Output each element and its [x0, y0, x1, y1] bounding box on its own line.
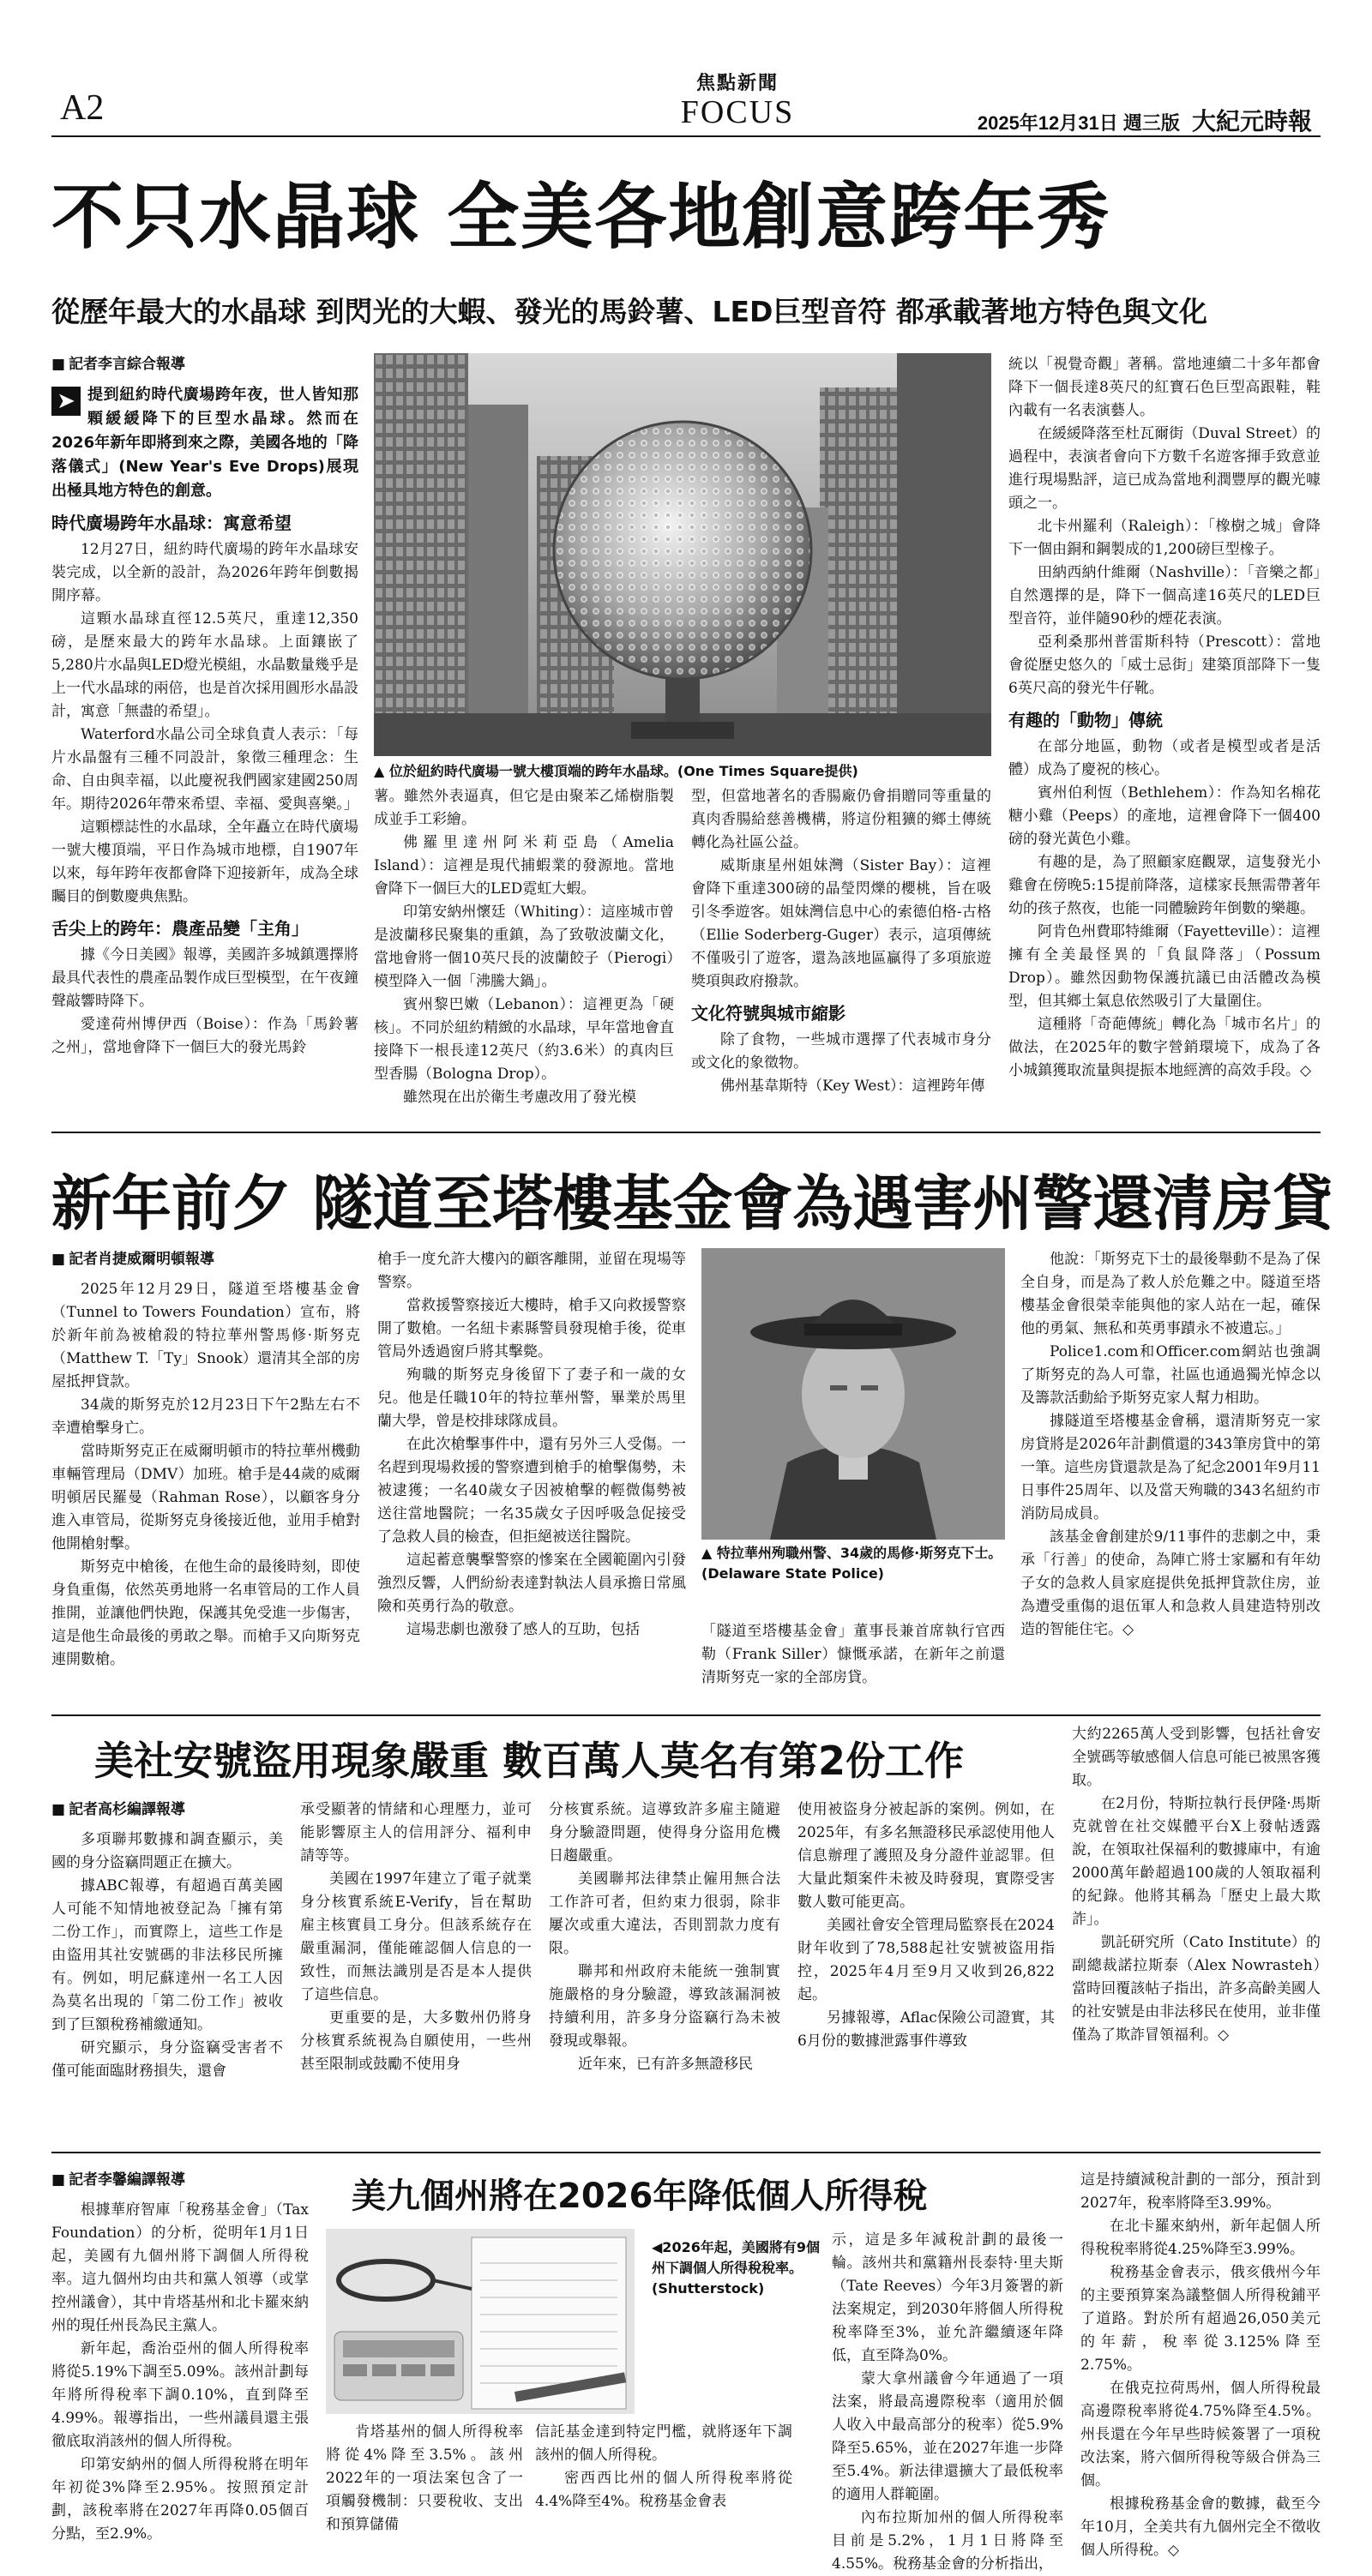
- story1-byline: ■ 記者李言綜合報導: [51, 353, 358, 376]
- paragraph: 田納西納什維爾（Nashville）：「音樂之都」自然選擇的是，降下一個高達16英尺的LED巨型音符，並伴隨90秒的煙花表演。: [1008, 564, 1321, 627]
- paragraph: 近年來，已有許多無證移民: [578, 2056, 753, 2073]
- paragraph: 在俄克拉荷馬州，個人所得稅最高邊際稅率將從4.75%降至4.5%。州長還在今年早些時候簽署了一項稅改法案，將六個所得稅等級合併為三個。: [1080, 2380, 1321, 2489]
- paragraph: 這是持續減稅計劃的一部分，預計到2027年，稅率將降至3.99%。: [1080, 2171, 1321, 2212]
- story4-photo-caption: ◀2026年起，美國將有9個州下調個人所得稅稅率。(Shutterstock): [652, 2239, 820, 2297]
- paragraph: 據隧道至塔樓基金會稱，還清斯努克一家房貸將是2026年計劃償還的343筆房貸中的第一筆。這些房貸還款是為了紀念2001年9月11日事件25周年、以及當天殉職的343名紐約市消防局成員。: [1020, 1413, 1321, 1522]
- paragraph: 這顆水晶球直徑12.5英尺，重達12,350磅，是歷來最大的跨年水晶球。上面鑲嵌了5,280片水晶與LED燈光模組，水晶數量幾乎是上一代水晶球的兩倍，也是首次採用圓形水晶設計，寓意「無盡的希望」。: [51, 610, 358, 720]
- paragraph: 這場悲劇也激發了感人的互助，包括: [406, 1621, 640, 1638]
- story4-column-3-body: [535, 2421, 792, 2513]
- story3-column-1: [51, 1798, 283, 2141]
- story4-column-2-body: [326, 2421, 523, 2537]
- dateline: [978, 103, 1312, 137]
- story3-byline: ■ 記者高杉編譯報導: [51, 1798, 283, 1822]
- story2-byline: ■ 記者肖捷威爾明頓報導: [51, 1248, 360, 1271]
- paragraph: 殉職的斯努克身後留下了妻子和一歲的女兒。他是任職10年的特拉華州警，畢業於馬里蘭大學，曾是校排球隊成員。: [377, 1366, 686, 1430]
- paragraph: 分核實系統。這導致許多雇主隨避身分驗證問題，使得身分盜用危機日趨嚴重。: [549, 1801, 780, 1864]
- section-heading: 舌尖上的跨年：農產品變「主角」: [51, 918, 309, 939]
- story3-column-4-body: [797, 1798, 1055, 2053]
- story3-column-5-body: [1072, 1723, 1321, 2047]
- story2-photo-caption: ▲ 特拉華州殉職州警、34歲的馬修·斯努克下士。(Delaware State Police): [701, 1545, 1002, 1582]
- story4-column-5: [1080, 2169, 1321, 2559]
- paragraph: 這起蓄意襲擊警察的慘案在全國範圍內引發強烈反響，人們紛紛表達對執法人員承擔日常風險和英勇行為的敬意。: [377, 1552, 686, 1615]
- paragraph: 凱託研究所（Cato Institute）的副總裁諾拉斯泰（Alex Nowrasteh）當時回覆該帖子指出，許多高齡美國人的社安號是由非法移民在使用，並非僅僅為了欺詐冒領福利。◇: [1072, 1934, 1321, 2044]
- trooper-portrait-photo: [701, 1248, 1005, 1540]
- story3-column-5: [1072, 1723, 1321, 2143]
- section-heading: 有趣的「動物」傳統: [1008, 710, 1163, 730]
- paragraph: 肯塔基州的個人所得稅率將從4%降至3.5%。該州2022年的一項法案包含了一項觸發機制：只要稅收、支出和預算儲備: [326, 2423, 523, 2533]
- story1-headline: 不只水晶球 全美各地創意跨年秀: [51, 175, 1111, 259]
- story3-column-4: [797, 1798, 1055, 2141]
- section-heading: 文化符號與城市縮影: [691, 1003, 845, 1024]
- paragraph: 賓州伯利恆（Bethlehem）：作為知名棉花糖小雞（Peeps）的產地，這裡會降下一個400磅的發光黃色小雞。: [1008, 784, 1321, 848]
- paragraph: 在緩緩降落至杜瓦爾街（Duval Street）的過程中，表演者會向下方數千名遊客揮手致意並進行現場點評，這已成為當地利潤豐厚的觀光噱頭之一。: [1008, 425, 1321, 512]
- story4-headline: 美九個州將在2026年降低個人所得稅: [352, 2177, 928, 2216]
- story3-column-2-body: [300, 1798, 532, 2076]
- story1-photo-caption: ▲ 位於紐約時代廣場一號大樓頂端的跨年水晶球。(One Times Square提供): [374, 763, 858, 779]
- paragraph: 當時斯努克正在威爾明頓市的特拉華州機動車輛管理局（DMV）加班。槍手是44歲的威爾明頓居民羅曼（Rahman Rose），以顧客身分進入車管局，從斯努克身後接近他，並用手槍對他開槍射擊。: [51, 1443, 360, 1552]
- paragraph: 亞利桑那州普雷斯科特（Prescott）：當地會從歷史悠久的「威士忌街」建築頂部降下一隻6英尺高的發光牛仔靴。: [1008, 633, 1321, 697]
- paragraph: 賓州黎巴嫩（Lebanon）：這裡更為「硬核」。不同於紐約精緻的水晶球，早年當地會直接降下一根長達12英尺（約3.6米）的真肉巨型香腸（Bologna Drop）。: [374, 996, 674, 1083]
- section-name-cn: 焦點新聞: [695, 73, 779, 94]
- paragraph: 據ABC報導，有超過百萬美國人可能不知情地被登記為「擁有第二份工作」，而實際上，這些工作是由盜用其社安號碼的非法移民所擁有。例如，明尼蘇達州一名工人因為莫名出現的「第二份工作」被收到了巨額稅務補繳通知。: [51, 1877, 283, 2033]
- paragraph: 他說：「斯努克下士的最後舉動不是為了保全自身，而是為了救人於危難之中。隧道至塔樓基金會很榮幸能與他的家人站在一起，確保他的勇氣、無私和英勇事蹟永不被遺忘。」: [1020, 1251, 1321, 1337]
- story3-column-2: [300, 1798, 532, 2141]
- paragraph: 除了食物，一些城市選擇了代表城市身分或文化的象徵物。: [691, 1031, 991, 1072]
- paragraph: 根據華府智庫「稅務基金會」（Tax Foundation）的分析，從明年1月1日起，美國有九個州將下調個人所得稅率。這九個州均由共和黨人領導（或掌控州議會），其中肯塔基州和北卡羅來納州的現任州長為民主黨人。: [51, 2201, 309, 2334]
- paragraph: 34歲的斯努克於12月23日下午2點左右不幸遭槍擊身亡。: [51, 1396, 360, 1437]
- paragraph: Waterford水晶公司全球負責人表示：「每片水晶盤有三種不同設計，象徵三種理念：生命、自由與幸福，以此慶祝我們國家建國250周年。期待2026年帶來希望、幸福、愛與喜樂。」: [51, 726, 358, 813]
- story1-lead: ➤ 提到紐約時代廣場跨年夜，世人皆知那顆緩緩降下的巨型水晶球。然而在2026年新年即將到來之際，美國各地的「降落儀式」(New Year's Eve Drops)展現出極具地方特色的創意。: [51, 386, 358, 500]
- paragraph: 據《今日美國》報導，美國許多城鎮選擇將最具代表性的農產品製作成巨型模型，在午夜鐘聲敲響時降下。: [51, 946, 358, 1010]
- story1-column-2-body: [374, 785, 674, 1109]
- story2-column-2: [377, 1248, 686, 1694]
- paragraph: 雖然現在出於衛生考慮改用了發光模: [403, 1089, 636, 1106]
- paragraph: 12月27日，紐約時代廣場的跨年水晶球安裝完成，以全新的設計，為2026年跨年倒數揭開序幕。: [51, 541, 358, 604]
- paragraph: 根據稅務基金會的數據，截至今年10月，全美共有九個州完全不徵收個人所得稅。◇: [1080, 2495, 1321, 2559]
- story1-column-4: [1008, 353, 1321, 1296]
- paragraph: 佛羅里達州阿米莉亞島（Amelia Island）：這裡是現代捕蝦業的發源地。當地會降下一個巨大的LED霓虹大蝦。: [374, 834, 674, 898]
- story4-column-4: [832, 2229, 1063, 2573]
- story4-column-4-body: [832, 2229, 1063, 2576]
- lead-arrow-icon: ➤: [51, 387, 81, 416]
- story2-column-2-body: [377, 1248, 686, 1642]
- paragraph: 聯邦和州政府未能統一強制實施嚴格的身分驗證，導致該漏洞被持續利用，許多身分盜竊行為未被發現或舉報。: [549, 1963, 780, 2050]
- story3-column-3: [549, 1798, 780, 2141]
- paragraph: 美國聯邦法律禁止僱用無合法工作許可者，但約束力很弱，除非屢次或重大違法，否則罰款力度有限。: [549, 1870, 780, 1957]
- story4-byline: ■ 記者李馨編譯報導: [51, 2169, 309, 2192]
- paragraph: 多項聯邦數據和調查顯示，美國的身分盜竊問題正在擴大。: [51, 1831, 283, 1871]
- section-heading: 時代廣場跨年水晶球：寓意希望: [51, 513, 292, 533]
- paragraph: 在2月份，特斯拉執行長伊隆·馬斯克就曾在社交媒體平台X上發帖透露說，在領取社保福利的數據庫中，有逾2000萬年齡超過100歲的人領取福利的紀錄。他將其稱為「歷史上最大欺詐」。: [1072, 1795, 1321, 1928]
- page-number: A2: [60, 88, 105, 128]
- paragraph: 印第安納州的個人所得稅將在明年年初從3%降至2.95%。按照預定計劃，該稅率將在2027年再降0.05個百分點，至2.9%。: [51, 2456, 309, 2543]
- paragraph: 阿肯色州費耶特維爾（Fayetteville）：這裡擁有全美最怪異的「負鼠降落」（Possum Drop）。雖然因動物保護抗議已由活體改為模型，但其鄉土氣息依然吸引了大量圍住。: [1008, 923, 1321, 1010]
- paragraph: 大約2265萬人受到影響，包括社會安全號碼等敏感個人信息可能已被黑客獲取。: [1072, 1726, 1321, 1789]
- section-logo: [652, 69, 823, 129]
- story1-photo: [374, 353, 991, 756]
- crystal-ball-photo: [374, 353, 991, 756]
- story4-column-1: [51, 2169, 309, 2543]
- story-divider: [51, 1714, 1321, 1716]
- story3-headline: 美社安號盜用現象嚴重 數百萬人莫名有第2份工作: [94, 1738, 965, 1784]
- paragraph: 更重要的是，大多數州仍將身分核實系統視為自願使用，一些州甚至限制或鼓勵不使用身: [300, 2009, 532, 2073]
- paragraph: 當救援警察接近大樓時，槍手又向救援警察開了數槍。一名紐卡素縣警員發現槍手後，從車管局外透過窗戶將其擊斃。: [377, 1297, 686, 1360]
- story3-column-1-body: [51, 1828, 283, 2083]
- paragraph: 型，但當地著名的香腸廠仍會捐贈同等重量的真肉香腸給慈善機構，將這份粗獷的鄉土傳統轉化為社區公益。: [691, 788, 991, 851]
- paragraph: 在部分地區，動物（或者是模型或者是活體）成為了慶祝的核心。: [1008, 738, 1321, 778]
- paragraph: 在北卡羅來納州，新年起個人所得稅稅率將從4.25%降至3.99%。: [1080, 2218, 1321, 2258]
- masthead: [51, 55, 1321, 137]
- issue-date: 2025年12月31日 週三版: [977, 112, 1180, 134]
- story4-column-5-body: [1080, 2169, 1321, 2562]
- story4-column-3: [535, 2421, 792, 2510]
- paragraph: 這種將「奇葩傳統」轉化為「城市名片」的做法，在2025年的數字營銷環境下，成為了各小城鎮獲取流量與提振本地經濟的高效手段。◇: [1008, 1016, 1321, 1079]
- paragraph: 承受顯著的情緒和心理壓力，並可能影響原主人的信用評分、福利申請等等。: [300, 1801, 532, 1864]
- story2-photo: [701, 1248, 1005, 1540]
- story1-subhead: 從歷年最大的水晶球 到閃光的大蝦、發光的馬鈴薯、LED巨型音符 都承載著地方特色與文化: [51, 295, 1207, 328]
- paragraph: 蒙大拿州議會今年通過了一項法案，將最高邊際稅率（適用於個人收入中最高部分的稅率）從5.9%降至5.65%，並在2027年進一步降至5.4%。新法律還擴大了最低稅率的適用人群範圍。: [832, 2370, 1063, 2503]
- paragraph: 威斯康星州姐妹灣（Sister Bay）：這裡會降下重達300磅的晶瑩閃爍的櫻桃，旨在吸引冬季遊客。姐妹灣信息中心的索德伯格-古格（Ellie Soderberg-Guger）表示，這項傳統不僅吸引了遊客，還為該地區贏得了多項旅遊獎項與政府撥款。: [691, 857, 991, 990]
- story2-column-1-body: [51, 1278, 360, 1672]
- section-name-en: FOCUS: [680, 94, 795, 130]
- story1-column-1: [51, 353, 358, 1296]
- paragraph: 佛州基韋斯特（Key West）：這裡跨年傳: [720, 1078, 985, 1095]
- paragraph: 新年起，喬治亞州的個人所得稅率將從5.19%下調至5.09%。該州計劃每年將所得稅率下調0.10%，直到降至4.99%。報導指出，一些州議員還主張徹底取消該州的個人所得稅。: [51, 2340, 309, 2450]
- story3-column-3-body: [549, 1798, 780, 2076]
- paragraph: 在此次槍擊事件中，還有另外三人受傷。一名趕到現場救援的警察遭到槍手的槍擊傷勢，未被逮獲；一名40歲女子因被槍擊的輕微傷勢被送往當地醫院；一名35歲女子因呼吸急促接受了急救人員的檢查，但拒絕被送往醫院。: [377, 1436, 686, 1546]
- paragraph: 美國在1997年建立了電子就業身分核實系統E-Verify，旨在幫助雇主核實員工身分。但該系統存在嚴重漏洞，僅能確認個人信息的一致性，而無法識別是否是本人提供了這些信息。: [300, 1870, 532, 2003]
- story4-photo: [326, 2229, 635, 2414]
- story-divider: [51, 2152, 1321, 2153]
- paragraph: 有趣的是，為了照顧家庭觀眾，這隻發光小雞會在傍晚5:15提前降落，這樣家長無需帶著年幼的孩子熬夜，也能一同體驗跨年倒數的樂趣。: [1008, 854, 1321, 917]
- paragraph: 薯。雖然外表逼真，但它是由聚苯乙烯樹脂製成並手工彩繪。: [374, 788, 674, 828]
- paragraph: 統以「視覺奇觀」著稱。當地連續二十多年都會降下一個長達8英尺的紅寶石色巨型高跟鞋，鞋內載有一名表演藝人。: [1008, 356, 1321, 419]
- paragraph: 印第安納州懷廷（Whiting）：這座城市曾是波蘭移民聚集的重鎮，為了致敬波蘭文化，當地會將一個10英尺長的波蘭餃子（Pierogi）模型降入一個「沸騰大鍋」。: [374, 904, 674, 990]
- paragraph: 研究顯示，身分盜竊受害者不僅可能面臨財務損失，還會: [51, 2039, 283, 2080]
- story1-column-3-body: [691, 785, 991, 1098]
- paragraph: 信託基金達到特定門檻，就將逐年下調該州的個人所得稅。: [535, 2423, 792, 2464]
- paragraph: 「隧道至塔樓基金會」董事長兼首席執行官西勒（Frank Siller）慷慨承諾，在新年之前還清斯努克一家的全部房貸。: [701, 1623, 1005, 1686]
- paragraph: 愛達荷州博伊西（Boise）：作為「馬鈴薯之州」，當地會降下一個巨大的發光馬鈴: [51, 1016, 358, 1056]
- paragraph: 北卡州羅利（Raleigh）：「橡樹之城」會降下一個由銅和鋼製成的1,200磅巨型橡子。: [1008, 518, 1321, 558]
- paragraph: 斯努克中槍後，在他生命的最後時刻，即使身負重傷，依然英勇地將一名車管局的工作人員推開，並讓他們快跑，保護其免受進一步傷害，這是他生命最後的勇敢之舉。而槍手又向斯努克連開數槍。: [51, 1558, 360, 1668]
- story2-column-4-body: [1020, 1248, 1321, 1642]
- paragraph: 這顆標誌性的水晶球，全年矗立在時代廣場一號大樓頂端，平日作為城市地標，自1907年以來，每年跨年夜都會降下迎接新年，成為全球矚目的倒數慶典焦點。: [51, 819, 358, 905]
- paragraph: 稅務基金會表示，俄亥俄州今年的主要預算案為議整個人所得稅鋪平了道路。對於所有超過26,050美元的年薪，稅率從3.125%降至2.75%。: [1080, 2264, 1321, 2374]
- paragraph: 密西西比州的個人所得稅率將從4.4%降至4%。稅務基金會表: [535, 2470, 792, 2510]
- paragraph: 2025年12月29日，隧道至塔樓基金會（Tunnel to Towers Foundation）宣布，將於新年前為被槍殺的特拉華州警馬修·斯努克（Matthew T.「Ty」Snook）還清其全部的房屋抵押貸款。: [51, 1281, 360, 1390]
- story4-column-2: [326, 2421, 523, 2533]
- paragraph: 槍手一度允許大樓內的顧客離開，並留在現場等警察。: [377, 1251, 686, 1291]
- paragraph: 該基金會創建於9/11事件的悲劇之中，秉承「行善」的使命，為陣亡將士家屬和有年幼子女的急救人員家庭提供免抵押貸款住房，並為遭受重傷的退伍軍人和急救人員建造特別改造的智能住宅。◇: [1020, 1528, 1321, 1638]
- story2-headline: 新年前夕 隧道至塔樓基金會為遇害州警還清房貸: [51, 1168, 1333, 1239]
- paragraph: Police1.com和Officer.com網站也強調了斯努克的為人可靠，社區也通過獨光悼念以及籌款活動給予斯努克家人幫力相助。: [1020, 1343, 1321, 1407]
- story1-column-4-body: [1008, 353, 1321, 1083]
- paragraph: 示，這是多年減稅計劃的最後一輪。該州共和黨籍州長泰特·里夫斯（Tate Reeves）今年3月簽署的新法案規定，到2030年將個人所得稅稅率降至3%，並允許繼續逐年降低，直至降為0%。: [832, 2231, 1063, 2364]
- story4-column-1-body: [51, 2199, 309, 2546]
- story2-column-4: [1020, 1248, 1321, 1711]
- story2-column-3-body: [701, 1620, 1005, 1690]
- paper-name: 大紀元時報: [1191, 107, 1312, 135]
- story1-column-1-body: [51, 512, 358, 1060]
- story-divider: [51, 1132, 1321, 1133]
- paragraph: 使用被盜身分被起訴的案例。例如，在2025年，有多名無證移民承認使用他人信息辦理了護照及身分證件並認罪。但大量此類案件未被及時發現，實際受害數人數可能更高。: [797, 1801, 1055, 1911]
- paragraph: 另據報導，Aflac保險公司證實，其6月份的數據泄露事件導致: [797, 2009, 1055, 2050]
- story2-column-3: [701, 1620, 1005, 1706]
- tax-form-photo: [326, 2229, 635, 2414]
- story2-column-1: [51, 1248, 360, 1694]
- paragraph: 美國社會安全管理局監察長在2024財年收到了78,588起社安號被盜用指控，2025年4月至9月又收到26,822起。: [797, 1917, 1055, 2003]
- paragraph: 內布拉斯加州的個人所得稅率目前是5.2%，1月1日將降至4.55%。稅務基金會的分析指出，: [832, 2509, 1063, 2573]
